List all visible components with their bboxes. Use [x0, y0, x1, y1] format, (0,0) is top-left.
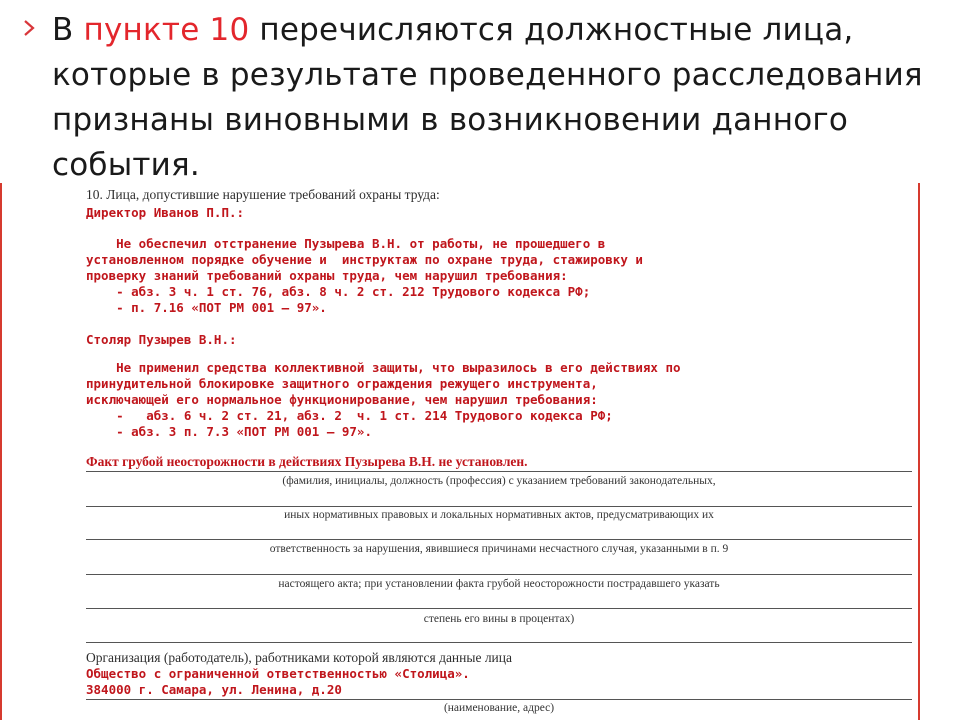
organization-line: 384000 г. Самара, ул. Ленина, д.20	[86, 682, 342, 697]
person1-line: - абз. 3 ч. 1 ст. 76, абз. 8 ч. 2 ст. 212 Трудового кодекса РФ;	[86, 284, 591, 299]
form-caption: настоящего акта; при установлении факта грубой неосторожности пострадавшего указать	[278, 578, 720, 590]
person1-name: Директор Иванов П.П.:	[86, 205, 245, 220]
document-scan	[86, 186, 916, 720]
person2-line: - абз. 3 п. 7.3 «ПОТ РМ 001 – 97».	[86, 424, 372, 439]
form-caption: ответственность за нарушения, явившиеся причинами несчастного случая, указанными в п. 9	[269, 543, 729, 555]
section-title: 10. Лица, допустившие нарушение требований охраны труда:	[86, 187, 440, 202]
organization-caption: (наименование, адрес)	[443, 702, 555, 714]
person2-line: - абз. 6 ч. 2 ст. 21, абз. 2 ч. 1 ст. 214 Трудового кодекса РФ;	[86, 408, 613, 423]
heading-text-start: В	[52, 12, 84, 48]
form-rule	[86, 608, 912, 609]
form-caption: степень его вины в процентах)	[423, 613, 575, 625]
form-rule	[86, 471, 912, 472]
gross-negligence-line: Факт грубой неосторожности в действиях Пузырева В.Н. не установлен.	[86, 454, 528, 469]
form-rule	[86, 506, 912, 507]
organization-line: Общество с ограниченной ответственностью «Столица».	[86, 666, 470, 681]
form-caption: (фамилия, инициалы, должность (профессия) с указанием требований законодательных,	[282, 475, 716, 487]
form-rule	[86, 642, 912, 643]
arrow-right-icon	[22, 14, 36, 42]
form-rule	[86, 539, 912, 540]
organization-label: Организация (работодатель), работниками которой являются данные лица	[86, 650, 513, 665]
slide-heading	[52, 8, 942, 188]
person2-line: исключающей его нормальное функционирование, чем нарушил требования:	[86, 392, 598, 407]
heading-accent: пункте 10	[83, 12, 250, 48]
person1-line: - п. 7.16 «ПОТ РМ 001 – 97».	[86, 300, 327, 315]
person2-line: Не применил средства коллективной защиты, что выразилось в его действиях по	[86, 360, 681, 375]
person1-line: Не обеспечил отстранение Пузырева В.Н. от работы, не прошедшего в	[86, 236, 606, 251]
person1-line: проверку знаний требований охраны труда, чем нарушил требования:	[86, 268, 568, 283]
form-caption: иных нормативных правовых и локальных нормативных актов, предусматривающих их	[284, 509, 714, 521]
form-rule	[86, 574, 912, 575]
form-rule	[86, 699, 912, 700]
person1-line: установленном порядке обучение и инструктаж по охране труда, стажировку и	[86, 252, 643, 267]
person2-line: принудительной блокировке защитного ограждения режущего инструмента,	[86, 376, 598, 391]
person2-name: Столяр Пузырев В.Н.:	[86, 332, 237, 347]
heading-text-rest: перечисляются должностные лица, которые в результате проведенного расследования признаны виновными в возникновении данного события.	[52, 12, 923, 183]
